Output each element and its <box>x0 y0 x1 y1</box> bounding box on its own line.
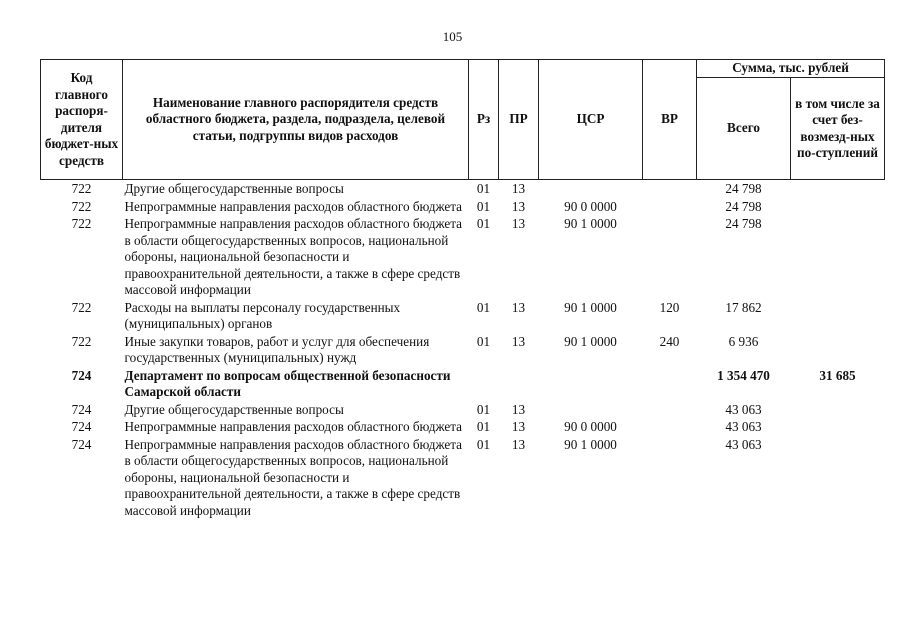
row-vr: 120 <box>659 299 680 315</box>
table-row <box>41 198 885 216</box>
row-total: 24 798 <box>725 216 762 231</box>
row-vr <box>643 401 697 419</box>
table-row <box>41 333 885 367</box>
row-csr <box>539 401 643 419</box>
row-code: 722 <box>71 181 92 196</box>
header-name: Наименование главного распорядителя средств областного бюджета, раздела, подраздела, целевой статьи, подгруппы видов расходов <box>123 60 469 180</box>
row-grants <box>791 198 885 216</box>
row-rz: 01 <box>476 436 491 452</box>
row-pr: 13 <box>511 216 526 231</box>
row-total: 43 063 <box>725 401 762 417</box>
table-body <box>41 180 885 520</box>
header-csr: ЦСР <box>539 60 643 180</box>
row-vr <box>643 198 697 216</box>
row-rz: 01 <box>476 401 491 417</box>
row-grants <box>791 333 885 367</box>
row-total: 6 936 <box>728 333 759 349</box>
row-csr: 90 1 0000 <box>564 299 617 315</box>
row-total: 17 862 <box>725 299 762 315</box>
row-grants <box>791 180 885 198</box>
row-rz: 01 <box>476 181 491 196</box>
header-vr: ВР <box>643 60 697 180</box>
row-code: 724 <box>71 367 92 383</box>
table-row <box>41 215 885 299</box>
row-csr <box>539 367 643 401</box>
row-vr <box>643 367 697 401</box>
row-pr <box>499 367 539 401</box>
row-total: 43 063 <box>725 419 762 434</box>
header-sum: Сумма, тыс. рублей <box>697 60 885 78</box>
row-code: 724 <box>71 436 92 452</box>
row-name: Другие общегосударственные вопросы <box>124 401 344 417</box>
table-row <box>41 418 885 436</box>
row-total: 24 798 <box>725 181 762 196</box>
row-grants <box>791 215 885 299</box>
row-total: 43 063 <box>725 436 762 452</box>
row-pr: 13 <box>511 401 526 417</box>
row-name: Департамент по вопросам общественной безопасности Самарской области <box>124 367 451 399</box>
row-rz: 01 <box>476 198 491 214</box>
row-rz: 01 <box>476 419 491 434</box>
row-name: Непрограммные направления расходов областного бюджета в области общегосударственных вопросов, национальной обороны, национальной безопасности и правоохранительной деятельности, а также в сфере средств массовой информации <box>124 216 463 297</box>
row-rz: 01 <box>476 216 491 231</box>
row-csr: 90 1 0000 <box>564 216 617 231</box>
header-grants: в том числе за счет без-возмезд-ных по-ступлений <box>791 78 885 180</box>
row-vr <box>643 418 697 436</box>
row-pr: 13 <box>511 198 526 214</box>
row-pr: 13 <box>511 299 526 315</box>
row-code: 722 <box>71 198 92 214</box>
row-total: 24 798 <box>725 198 762 214</box>
row-csr <box>539 180 643 198</box>
row-grants <box>791 436 885 520</box>
table-row <box>41 436 885 520</box>
row-grants: 31 685 <box>819 367 856 383</box>
row-rz <box>469 367 499 401</box>
header-total: Всего <box>697 78 791 180</box>
budget-table <box>40 59 885 519</box>
row-name: Другие общегосударственные вопросы <box>124 181 344 196</box>
header-rz: Рз <box>469 60 499 180</box>
row-vr <box>643 436 697 520</box>
row-pr: 13 <box>511 436 526 452</box>
row-code: 722 <box>71 299 92 315</box>
table-row <box>41 367 885 401</box>
row-grants <box>791 299 885 333</box>
row-total: 1 354 470 <box>717 367 770 383</box>
header-pr: ПР <box>499 60 539 180</box>
row-name: Иные закупки товаров, работ и услуг для обеспечения государственных (муниципальных) нужд <box>124 333 430 365</box>
table-row <box>41 401 885 419</box>
row-name: Непрограммные направления расходов областного бюджета в области общегосударственных вопросов, национальной обороны, национальной безопасности и правоохранительной деятельности, а также в сфере средств массовой информации <box>124 436 463 518</box>
row-code: 722 <box>71 333 92 349</box>
row-code: 724 <box>71 401 92 417</box>
row-csr: 90 1 0000 <box>564 436 617 452</box>
header-code: Код главного распоря-дителя бюджет-ных средств <box>41 60 123 180</box>
row-pr: 13 <box>511 181 526 196</box>
table-row <box>41 180 885 198</box>
row-name: Расходы на выплаты персоналу государственных (муниципальных) органов <box>124 299 401 331</box>
row-csr: 90 0 0000 <box>564 198 617 214</box>
page-number: 105 <box>442 29 463 44</box>
row-grants <box>791 418 885 436</box>
row-rz: 01 <box>476 333 491 349</box>
row-rz: 01 <box>476 299 491 315</box>
row-grants <box>791 401 885 419</box>
row-code: 722 <box>71 216 92 231</box>
row-name: Непрограммные направления расходов областного бюджета <box>124 419 463 434</box>
row-vr <box>643 215 697 299</box>
row-pr: 13 <box>511 333 526 349</box>
row-vr <box>643 180 697 198</box>
row-code: 724 <box>71 419 92 434</box>
row-csr: 90 0 0000 <box>564 419 617 434</box>
row-csr: 90 1 0000 <box>564 333 617 349</box>
table-row <box>41 299 885 333</box>
row-name: Непрограммные направления расходов областного бюджета <box>124 198 463 214</box>
row-vr: 240 <box>659 333 680 349</box>
row-pr: 13 <box>511 419 526 434</box>
